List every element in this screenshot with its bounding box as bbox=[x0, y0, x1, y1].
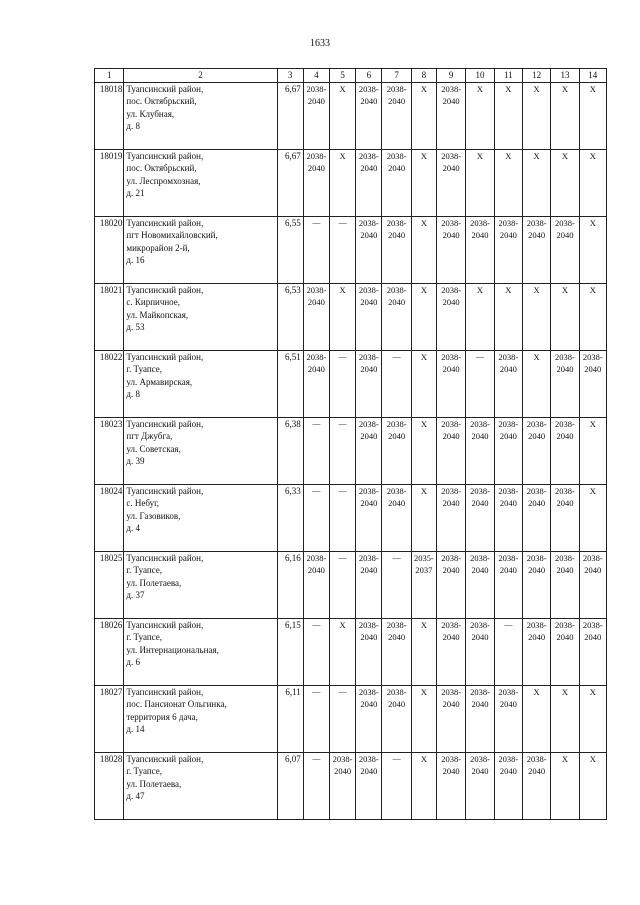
period-cell: 2038- 2040 bbox=[551, 417, 579, 484]
period-cell: X bbox=[329, 149, 355, 216]
column-number-cell: 13 bbox=[551, 69, 579, 83]
period-cell: 2038- 2040 bbox=[466, 216, 494, 283]
period-cell: 2038- 2040 bbox=[522, 216, 550, 283]
address-cell bbox=[124, 82, 277, 149]
address-cell bbox=[124, 149, 277, 216]
row-number-cell: 18018 bbox=[95, 82, 124, 149]
period-cell: X bbox=[579, 283, 606, 350]
address-line: с. Небуг, bbox=[126, 498, 160, 508]
period-cell: — bbox=[303, 618, 329, 685]
period-cell: 2038- 2040 bbox=[303, 149, 329, 216]
period-cell: 2038- 2040 bbox=[466, 484, 494, 551]
address-cell bbox=[124, 216, 277, 283]
period-cell: 2038- 2040 bbox=[356, 82, 382, 149]
address-line: пос. Октябрьский, bbox=[126, 96, 197, 106]
period-cell: — bbox=[303, 685, 329, 752]
period-cell: X bbox=[411, 283, 436, 350]
row-number-cell: 18026 bbox=[95, 618, 124, 685]
period-cell: 2038- 2040 bbox=[522, 417, 550, 484]
column-number-cell: 3 bbox=[277, 69, 303, 83]
address-line: ул. Полетаева, bbox=[126, 577, 182, 588]
address-line: Туапсинский район, bbox=[126, 150, 204, 161]
period-cell: — bbox=[382, 752, 411, 819]
row-number-cell: 18019 bbox=[95, 149, 124, 216]
period-cell: X bbox=[411, 752, 436, 819]
period-cell: 2038- 2040 bbox=[382, 216, 411, 283]
column-number-cell: 9 bbox=[436, 69, 465, 83]
period-cell: 2038- 2040 bbox=[466, 551, 494, 618]
period-cell: 2038- 2040 bbox=[436, 82, 465, 149]
period-cell: X bbox=[579, 417, 606, 484]
table-row bbox=[95, 149, 607, 216]
period-cell: X bbox=[494, 82, 522, 149]
period-cell: — bbox=[329, 551, 355, 618]
row-number-cell: 18022 bbox=[95, 350, 124, 417]
period-cell: — bbox=[303, 216, 329, 283]
period-cell: X bbox=[329, 618, 355, 685]
period-cell: 2038- 2040 bbox=[522, 618, 550, 685]
row-number-cell: 18027 bbox=[95, 685, 124, 752]
period-cell: 2038- 2040 bbox=[436, 283, 465, 350]
coefficient-cell: 6,38 bbox=[277, 417, 303, 484]
period-cell: X bbox=[551, 752, 579, 819]
row-number-cell: 18020 bbox=[95, 216, 124, 283]
table-row bbox=[95, 551, 607, 618]
period-cell: 2038- 2040 bbox=[494, 551, 522, 618]
address-line: пос. Октябрьский, bbox=[126, 163, 197, 173]
address-line: г. Туапсе, bbox=[126, 766, 163, 776]
period-cell: 2038- 2040 bbox=[382, 685, 411, 752]
coefficient-cell: 6,16 bbox=[277, 551, 303, 618]
period-cell: X bbox=[466, 149, 494, 216]
period-cell: X bbox=[494, 283, 522, 350]
address-line: ул. Интернациональная, bbox=[126, 644, 219, 655]
period-cell: X bbox=[411, 484, 436, 551]
address-cell bbox=[124, 752, 277, 819]
address-line: г. Туапсе, bbox=[126, 364, 163, 374]
period-cell: 2038- 2040 bbox=[356, 417, 382, 484]
period-cell: 2038- 2040 bbox=[494, 216, 522, 283]
period-cell: X bbox=[411, 149, 436, 216]
period-cell: — bbox=[329, 685, 355, 752]
address-cell bbox=[124, 484, 277, 551]
address-line: Туапсинский район, bbox=[126, 418, 204, 429]
address-cell bbox=[124, 618, 277, 685]
period-cell: 2038- 2040 bbox=[494, 417, 522, 484]
period-cell: 2038- 2040 bbox=[382, 618, 411, 685]
address-line: Туапсинский район, bbox=[126, 619, 204, 630]
period-cell: X bbox=[551, 82, 579, 149]
period-cell: 2038- 2040 bbox=[522, 484, 550, 551]
address-line: пгт Новомихайловский, bbox=[126, 230, 218, 240]
address-line: Туапсинский район, bbox=[126, 217, 204, 228]
period-cell: 2038- 2040 bbox=[466, 752, 494, 819]
period-cell: X bbox=[466, 82, 494, 149]
period-cell: X bbox=[551, 149, 579, 216]
period-cell: — bbox=[329, 350, 355, 417]
address-line: с. Кирпичное, bbox=[126, 297, 181, 307]
column-number-cell: 7 bbox=[382, 69, 411, 83]
address-line: д. 8 bbox=[126, 121, 140, 131]
column-number-cell: 10 bbox=[466, 69, 494, 83]
address-line: Туапсинский район, bbox=[126, 83, 204, 94]
period-cell: — bbox=[329, 484, 355, 551]
coefficient-cell: 6,55 bbox=[277, 216, 303, 283]
column-number-cell: 14 bbox=[579, 69, 606, 83]
address-line: Туапсинский район, bbox=[126, 686, 204, 697]
address-cell bbox=[124, 350, 277, 417]
period-cell: — bbox=[303, 484, 329, 551]
period-cell: 2038- 2040 bbox=[551, 216, 579, 283]
period-cell: 2038- 2040 bbox=[356, 149, 382, 216]
period-cell: 2038- 2040 bbox=[356, 618, 382, 685]
address-line: ул. Советская, bbox=[126, 443, 181, 454]
period-cell: X bbox=[411, 417, 436, 484]
column-number-cell: 4 bbox=[303, 69, 329, 83]
period-cell: 2038- 2040 bbox=[466, 618, 494, 685]
period-cell: X bbox=[579, 484, 606, 551]
coefficient-cell: 6,53 bbox=[277, 283, 303, 350]
row-number-cell: 18025 bbox=[95, 551, 124, 618]
period-cell: 2038- 2040 bbox=[522, 752, 550, 819]
page-number: 1633 bbox=[310, 38, 330, 49]
period-cell: 2038- 2040 bbox=[579, 618, 606, 685]
period-cell: 2038- 2040 bbox=[382, 149, 411, 216]
address-line: Туапсинский район, bbox=[126, 753, 204, 764]
table-row bbox=[95, 82, 607, 149]
period-cell: 2038- 2040 bbox=[522, 551, 550, 618]
period-cell: — bbox=[382, 350, 411, 417]
period-cell: X bbox=[329, 283, 355, 350]
period-cell: 2038- 2040 bbox=[494, 350, 522, 417]
period-cell: — bbox=[303, 752, 329, 819]
table-row bbox=[95, 216, 607, 283]
period-cell: 2038- 2040 bbox=[436, 350, 465, 417]
row-number-cell: 18021 bbox=[95, 283, 124, 350]
period-cell: — bbox=[329, 216, 355, 283]
address-line: ул. Леспромхозная, bbox=[126, 175, 201, 186]
address-line: д. 16 bbox=[126, 255, 145, 265]
address-line: д. 53 bbox=[126, 322, 145, 332]
period-cell: — bbox=[466, 350, 494, 417]
address-line: Туапсинский район, bbox=[126, 284, 204, 295]
table-row bbox=[95, 484, 607, 551]
row-number-cell: 18023 bbox=[95, 417, 124, 484]
period-cell: 2038- 2040 bbox=[303, 283, 329, 350]
period-cell: X bbox=[579, 149, 606, 216]
period-cell: 2038- 2040 bbox=[551, 618, 579, 685]
address-line: микрорайон 2-й, bbox=[126, 242, 190, 253]
table-row bbox=[95, 752, 607, 819]
period-cell: X bbox=[411, 82, 436, 149]
coefficient-cell: 6,67 bbox=[277, 82, 303, 149]
period-cell: 2038- 2040 bbox=[356, 484, 382, 551]
address-line: пгт Джубга, bbox=[126, 431, 173, 441]
address-line: Туапсинский район, bbox=[126, 485, 204, 496]
period-cell: 2038- 2040 bbox=[579, 350, 606, 417]
period-cell: 2038- 2040 bbox=[356, 752, 382, 819]
period-cell: 2035- 2037 bbox=[411, 551, 436, 618]
column-number-cell: 8 bbox=[411, 69, 436, 83]
period-cell: 2038- 2040 bbox=[466, 685, 494, 752]
row-number-cell: 18024 bbox=[95, 484, 124, 551]
address-line: ул. Майкопская, bbox=[126, 309, 189, 320]
period-cell: 2038- 2040 bbox=[494, 685, 522, 752]
coefficient-cell: 6,33 bbox=[277, 484, 303, 551]
address-line: д. 39 bbox=[126, 456, 145, 466]
period-cell: — bbox=[329, 417, 355, 484]
period-cell: X bbox=[551, 685, 579, 752]
period-cell: 2038- 2040 bbox=[356, 685, 382, 752]
period-cell: 2038- 2040 bbox=[436, 417, 465, 484]
period-cell: 2038- 2040 bbox=[356, 551, 382, 618]
period-cell: 2038- 2040 bbox=[436, 551, 465, 618]
period-cell: X bbox=[411, 618, 436, 685]
column-number-cell: 1 bbox=[95, 69, 124, 83]
period-cell: X bbox=[579, 685, 606, 752]
period-cell: X bbox=[522, 685, 550, 752]
period-cell: 2038- 2040 bbox=[579, 551, 606, 618]
period-cell: X bbox=[551, 283, 579, 350]
period-cell: X bbox=[411, 350, 436, 417]
address-line: д. 47 bbox=[126, 791, 145, 801]
address-cell bbox=[124, 417, 277, 484]
address-line: Туапсинский район, bbox=[126, 351, 204, 362]
coefficient-cell: 6,11 bbox=[277, 685, 303, 752]
period-cell: 2038- 2040 bbox=[356, 216, 382, 283]
period-cell: X bbox=[522, 82, 550, 149]
table-row bbox=[95, 283, 607, 350]
address-line: ул. Армавирская, bbox=[126, 376, 193, 387]
address-line: ул. Полетаева, bbox=[126, 778, 182, 789]
column-number-cell: 6 bbox=[356, 69, 382, 83]
period-cell: 2038- 2040 bbox=[436, 618, 465, 685]
period-cell: 2038- 2040 bbox=[382, 283, 411, 350]
period-cell: 2038- 2040 bbox=[303, 350, 329, 417]
address-cell bbox=[124, 551, 277, 618]
address-line: д. 6 bbox=[126, 657, 140, 667]
address-line: г. Туапсе, bbox=[126, 632, 163, 642]
column-number-row bbox=[95, 69, 607, 83]
period-cell: 2038- 2040 bbox=[494, 752, 522, 819]
period-cell: 2038- 2040 bbox=[466, 417, 494, 484]
period-cell: — bbox=[303, 417, 329, 484]
address-cell bbox=[124, 283, 277, 350]
table-row bbox=[95, 417, 607, 484]
address-line: д. 14 bbox=[126, 724, 145, 734]
period-cell: X bbox=[411, 685, 436, 752]
coefficient-cell: 6,07 bbox=[277, 752, 303, 819]
period-cell: 2038- 2040 bbox=[436, 149, 465, 216]
period-cell: 2038- 2040 bbox=[551, 350, 579, 417]
period-cell: 2038- 2040 bbox=[356, 350, 382, 417]
column-number-cell: 12 bbox=[522, 69, 550, 83]
coefficient-cell: 6,67 bbox=[277, 149, 303, 216]
address-cell bbox=[124, 685, 277, 752]
period-cell: X bbox=[579, 752, 606, 819]
period-cell: 2038- 2040 bbox=[303, 551, 329, 618]
period-cell: 2038- 2040 bbox=[436, 752, 465, 819]
address-line: пос. Пансионат Ольгинка, bbox=[126, 699, 227, 709]
column-number-cell: 2 bbox=[124, 69, 277, 83]
period-cell: X bbox=[579, 82, 606, 149]
coefficient-cell: 6,51 bbox=[277, 350, 303, 417]
period-cell: X bbox=[411, 216, 436, 283]
period-cell: 2038- 2040 bbox=[382, 484, 411, 551]
address-line: ул. Газовиков, bbox=[126, 510, 181, 521]
period-cell: — bbox=[494, 618, 522, 685]
period-cell: 2038- 2040 bbox=[436, 484, 465, 551]
period-cell: 2038- 2040 bbox=[551, 484, 579, 551]
column-number-cell: 5 bbox=[329, 69, 355, 83]
address-line: территория 6 дача, bbox=[126, 711, 198, 722]
period-cell: X bbox=[522, 283, 550, 350]
table-row bbox=[95, 685, 607, 752]
table-row bbox=[95, 618, 607, 685]
address-line: ул. Клубная, bbox=[126, 108, 175, 119]
period-cell: X bbox=[466, 283, 494, 350]
address-line: д. 8 bbox=[126, 389, 140, 399]
address-line: д. 4 bbox=[126, 523, 140, 533]
period-cell: X bbox=[329, 82, 355, 149]
address-line: д. 21 bbox=[126, 188, 145, 198]
period-cell: X bbox=[522, 350, 550, 417]
period-cell: 2038- 2040 bbox=[494, 484, 522, 551]
address-line: Туапсинский район, bbox=[126, 552, 204, 563]
period-cell: 2038- 2040 bbox=[303, 82, 329, 149]
period-cell: 2038- 2040 bbox=[356, 283, 382, 350]
period-cell: 2038- 2040 bbox=[436, 216, 465, 283]
address-line: д. 37 bbox=[126, 590, 145, 600]
period-cell: X bbox=[522, 149, 550, 216]
column-number-cell: 11 bbox=[494, 69, 522, 83]
period-cell: 2038- 2040 bbox=[551, 551, 579, 618]
period-cell: 2038- 2040 bbox=[329, 752, 355, 819]
period-cell: 2038- 2040 bbox=[382, 82, 411, 149]
row-number-cell: 18028 bbox=[95, 752, 124, 819]
period-cell: X bbox=[494, 149, 522, 216]
period-cell: X bbox=[579, 216, 606, 283]
address-line: г. Туапсе, bbox=[126, 565, 163, 575]
period-cell: — bbox=[382, 551, 411, 618]
period-cell: 2038- 2040 bbox=[382, 417, 411, 484]
period-cell: 2038- 2040 bbox=[436, 685, 465, 752]
table-row bbox=[95, 350, 607, 417]
coefficient-cell: 6,15 bbox=[277, 618, 303, 685]
registry-table bbox=[94, 68, 607, 820]
